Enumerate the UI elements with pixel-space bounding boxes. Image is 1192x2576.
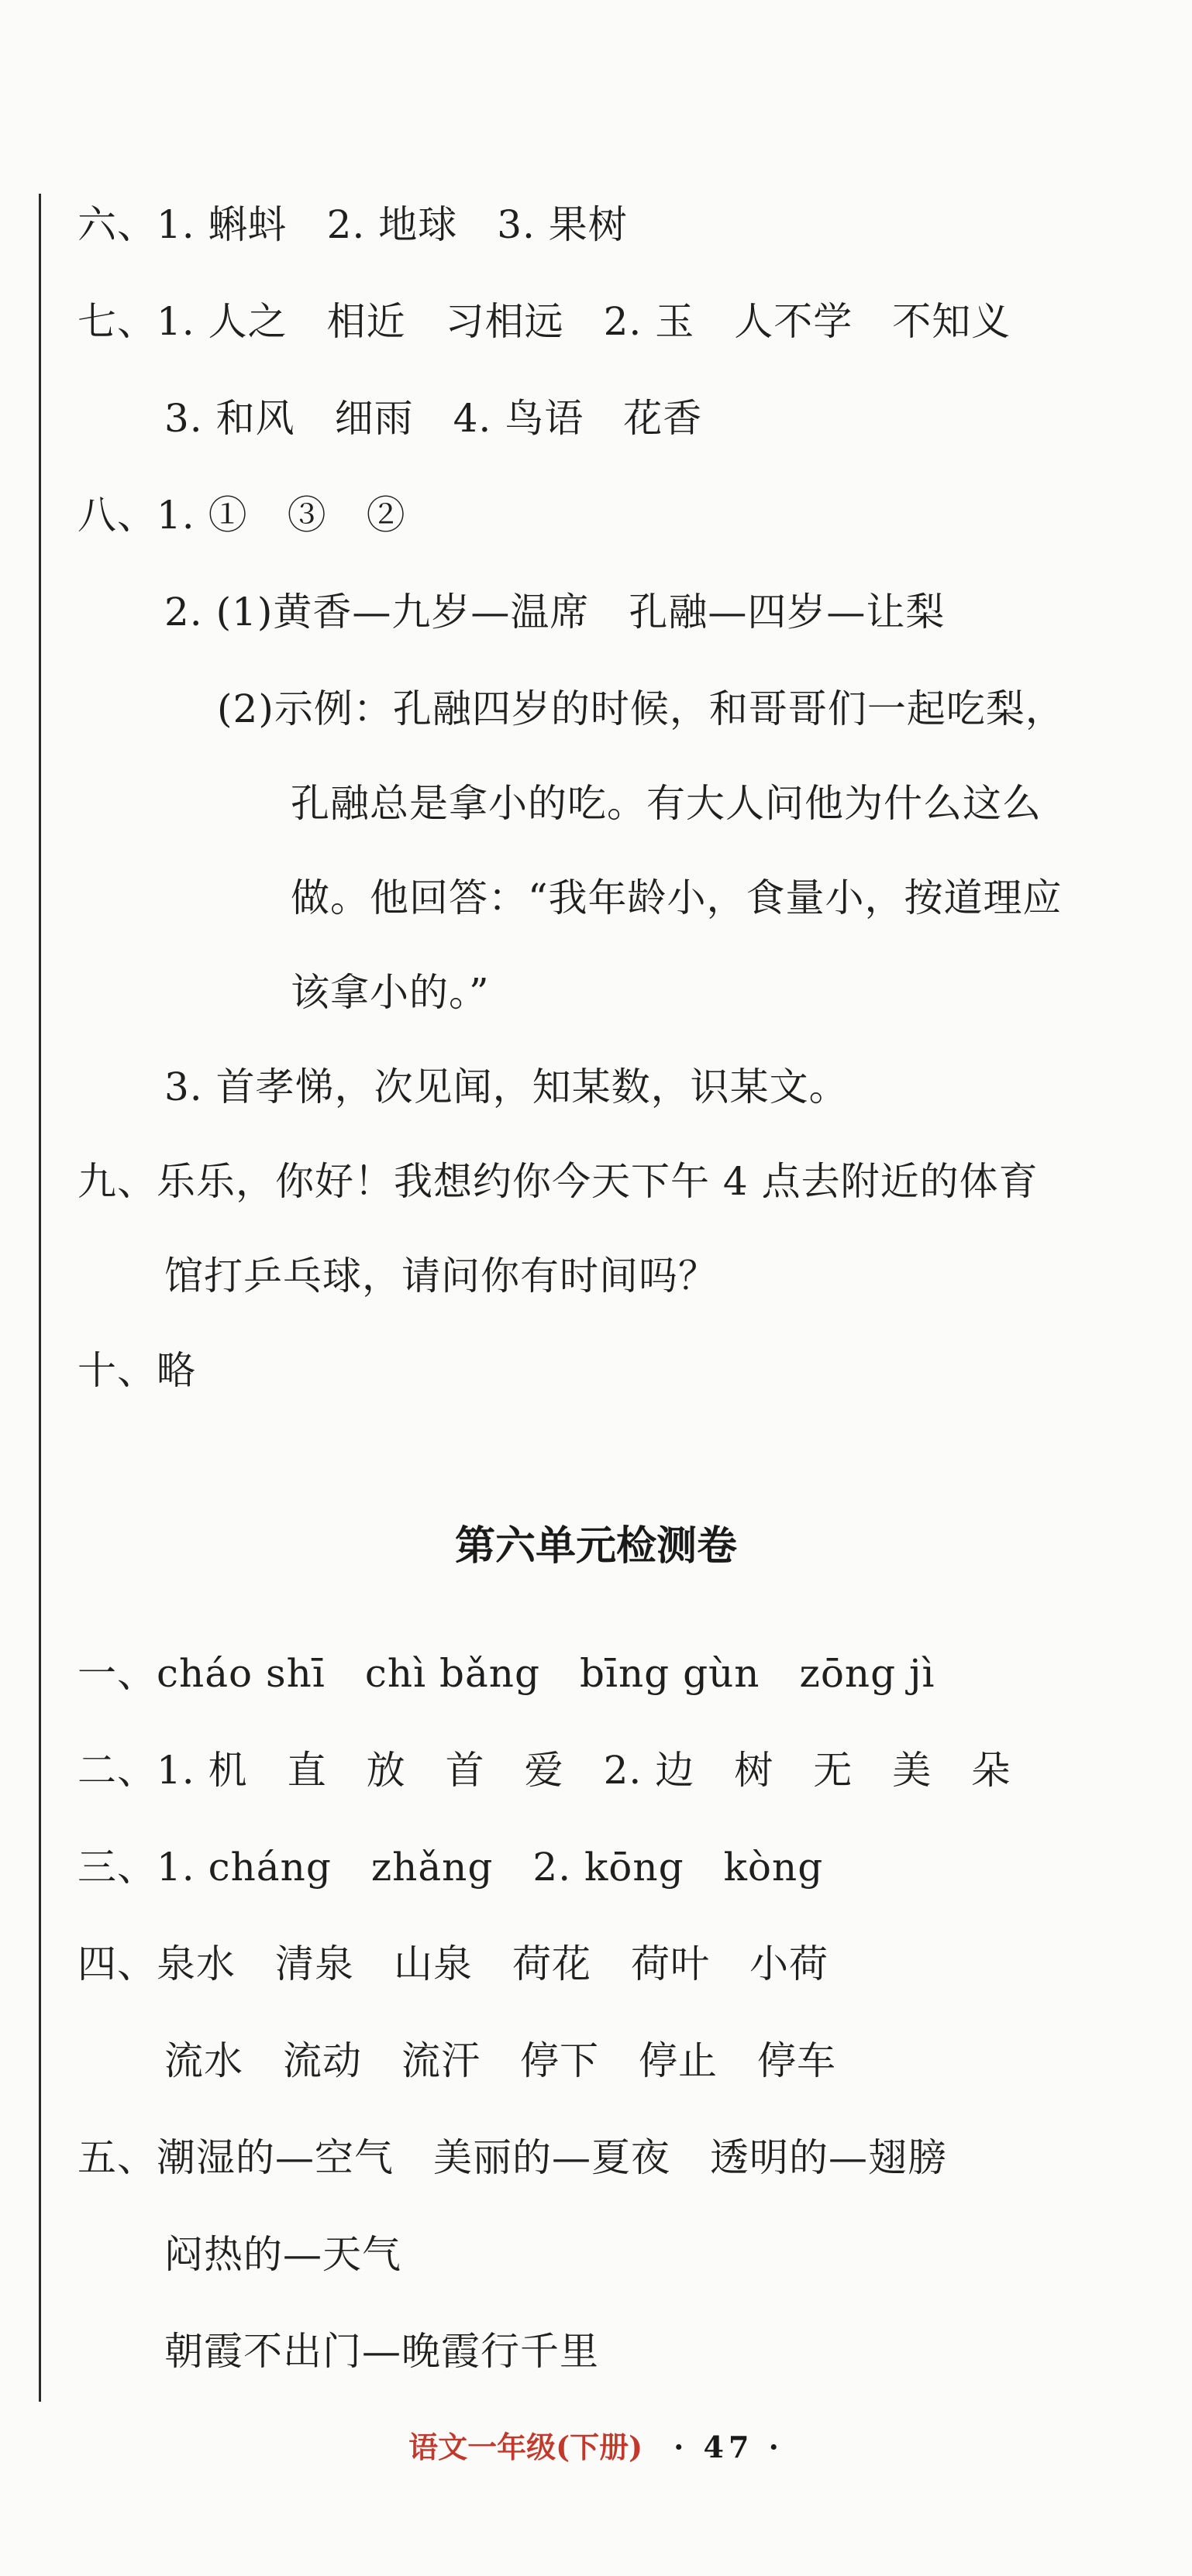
answer-line-u6-2: 二、1. 机 直 放 首 爱 2. 边 树 无 美 朵 — [78, 1748, 1011, 1793]
answer-line-10: 十、略 — [78, 1348, 196, 1393]
answer-line-7b: 3. 和风 细雨 4. 鸟语 花香 — [164, 396, 703, 441]
answer-line-7: 七、1. 人之 相近 习相远 2. 玉 人不学 不知义 — [78, 299, 1011, 344]
answer-line-u6-4b: 流水 流动 流汗 停下 停止 停车 — [164, 2038, 836, 2083]
answer-line-8-2d: 做。他回答：“我年龄小，食量小，按道理应 — [291, 875, 1063, 920]
left-margin-rule — [39, 194, 41, 2402]
answer-line-8-2c: 孔融总是拿小的吃。有大人问他为什么这么 — [291, 781, 1042, 826]
answer-line-u6-5b: 闷热的—天气 — [164, 2232, 401, 2277]
book-title: 语文一年级(下册) — [408, 2430, 643, 2464]
answer-line-8-2b: (2)示例：孔融四岁的时候，和哥哥们一起吃梨， — [217, 686, 1065, 731]
answer-line-9b: 馆打乒乓球，请问你有时间吗？ — [164, 1254, 718, 1298]
answer-line-u6-1: 一、cháo shī chì bǎng bīng gùn zōng jì — [78, 1651, 935, 1696]
answer-line-u6-5c: 朝霞不出门—晚霞行千里 — [164, 2329, 599, 2374]
answer-line-u6-5: 五、潮湿的—空气 美丽的—夏夜 透明的—翅膀 — [78, 2135, 947, 2180]
page-footer — [0, 2430, 1192, 2464]
answer-line-9: 九、乐乐，你好！我想约你今天下午 4 点去附近的体育 — [78, 1159, 1039, 1204]
answer-line-8: 八、1. ① ③ ② — [78, 493, 406, 538]
section-title: 第六单元检测卷 — [454, 1523, 737, 1570]
page-number: · 47 · — [674, 2430, 784, 2464]
answer-line-6: 六、1. 蝌蚪 2. 地球 3. 果树 — [78, 202, 628, 247]
answer-line-u6-3: 三、1. cháng zhǎng 2. kōng kòng — [78, 1845, 824, 1890]
answer-line-8-3: 3. 首孝悌，次见闻，知某数，识某文。 — [164, 1064, 849, 1109]
answer-line-8-2: 2. (1)黄香—九岁—温席 孔融—四岁—让梨 — [164, 590, 946, 635]
answer-line-8-2e: 该拿小的。” — [291, 970, 490, 1015]
answer-line-u6-4: 四、泉水 清泉 山泉 荷花 荷叶 小荷 — [78, 1941, 829, 1986]
